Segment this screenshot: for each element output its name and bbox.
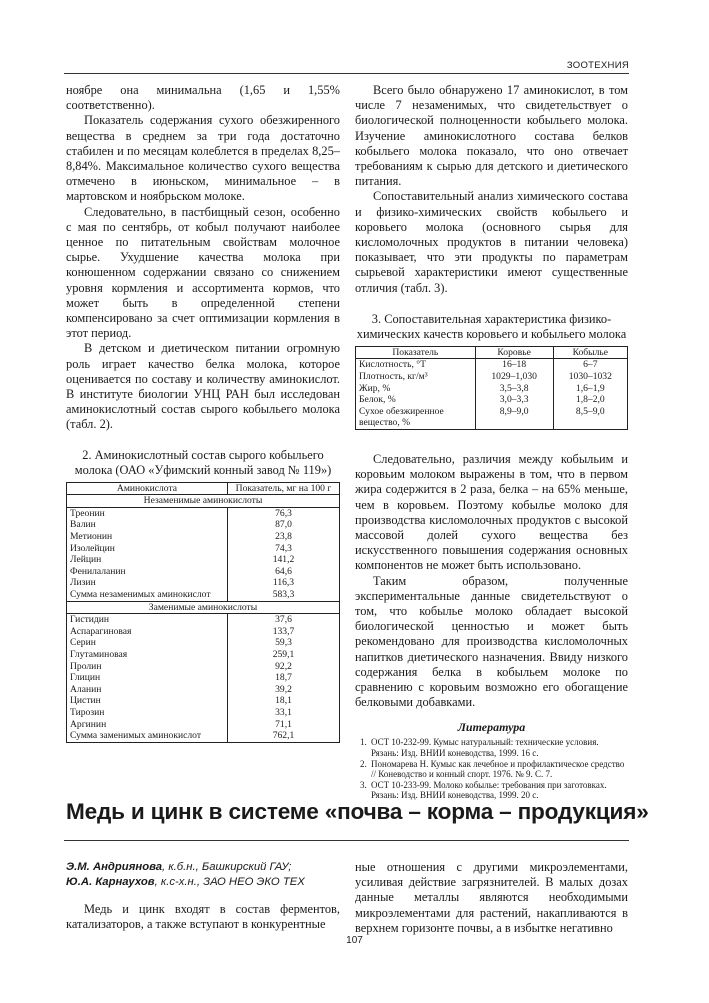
table-cell: 3,5–3,8 <box>475 383 553 395</box>
literature-item: 3. ОСТ 10-233-99. Молоко кобылье: требования при заготовках. Рязань: Изд. ВНИИ коневодства, 1999. 20 с. <box>369 780 628 801</box>
left-column <box>66 83 340 743</box>
table-section-title: Заменимые аминокислоты <box>67 601 340 614</box>
table-cell: Кислотность, °Т <box>359 359 426 371</box>
table-cell: Аргинин <box>70 718 107 730</box>
paragraph: ные отношения с другими микроэлементами, усиливая действие загрязнителей. В малых дозах данные металлы являются необходимыми микроэлементами для растений, накапливаются в верхнем горизонте почвы, а в избытке негативно <box>355 860 628 935</box>
table-row <box>67 684 340 696</box>
table-cell: Сумма заменимых аминокислот <box>70 730 202 742</box>
table-row <box>67 543 340 555</box>
table-cell: 8,5–9,0 <box>553 406 627 430</box>
table-header-cell: Кобылье <box>553 346 627 359</box>
table-cell: Цистин <box>70 695 101 707</box>
table-cell: 39,2 <box>227 684 339 696</box>
table-cell: 8,9–9,0 <box>475 406 553 430</box>
article-right-column <box>355 860 628 936</box>
paragraph: Медь и цинк входят в состав ферментов, катализаторов, а также вступают в конкурентные <box>66 902 340 932</box>
right-column <box>355 83 628 801</box>
table-row <box>67 531 340 543</box>
table-cell: Гистидин <box>70 614 110 626</box>
table-row <box>67 730 340 742</box>
table-section-body <box>67 507 340 601</box>
paragraph: Показатель содержания сухого обезжиренного вещества в среднем за три года достаточно стабилен и по месяцам колеблется в пределах 8,25–8,84%. Максимальное количество сухого вещества отмечено в июньском, минимальное – в мартовском и ноябрьском молоке. <box>66 113 340 204</box>
table-cell: Треонин <box>70 507 105 519</box>
table-cell: 259,1 <box>227 649 339 661</box>
table-row <box>67 589 340 601</box>
header-rule <box>64 73 629 74</box>
author-line <box>66 875 346 890</box>
table-row <box>67 554 340 566</box>
table-row <box>67 649 340 661</box>
table-cell: Метионин <box>70 531 113 543</box>
table-row <box>67 507 340 519</box>
table-body <box>356 359 628 430</box>
table-row <box>67 626 340 638</box>
table-row <box>67 719 340 731</box>
table-cell: Тирозин <box>70 706 105 718</box>
author-affiliation: , к.с-х.н., ЗАО НЕО ЭКО ТЕХ <box>154 876 305 888</box>
table-cell: 18,7 <box>227 672 339 684</box>
title-rule <box>64 840 629 841</box>
table-cell: 16–18 <box>475 359 553 371</box>
table-row <box>67 637 340 649</box>
literature-item: 2. Пономарева Н. Кумыс как лечебное и профилактическое средство // Коневодство и конный спорт. 1976. № 9. С. 7. <box>369 759 628 780</box>
literature-item: 1. ОСТ 10-232-99. Кумыс натуральный: технические условия. Рязань: Изд. ВНИИ коневодства, 1999. 16 с. <box>369 737 628 758</box>
table-cell: Сухое обезжиренное вещество, % <box>359 405 444 429</box>
author-name: Э.М. Андриянова <box>66 861 163 873</box>
table-cell: 18,1 <box>227 695 339 707</box>
table3-caption: 3. Сопоставительная характеристика физико-химических качеств коровьего и кобыльего молока <box>356 311 627 341</box>
paragraph: Всего было обнаружено 17 аминокислот, в том числе 7 незаменимых, что свидетельствует о биологической полноценности кобыльего молока. Изучение аминокислотного состава белков кобыльего молока показало, что оно отвечает требованиям к сырью для детского и диетического питания. <box>355 83 628 189</box>
amino-acid-table <box>66 482 340 743</box>
author-affiliation: , к.б.н., Башкирский ГАУ; <box>162 861 292 873</box>
table-cell: 6–7 <box>553 359 627 371</box>
table-row <box>67 519 340 531</box>
table-cell: 59,3 <box>227 637 339 649</box>
author-name: Ю.А. Карнаухов <box>66 876 155 888</box>
paragraph: В детском и диетическом питании огромную роль играет качество белка молока, которое оценивается по составу и количеству аминокислот. В институте биологии УНЦ РАН был исследован аминокислотный состав сырого кобыльего молока (табл. 2). <box>66 341 340 432</box>
table-section-body <box>67 614 340 743</box>
table-section-title: Незаменимые аминокислоты <box>67 495 340 508</box>
table-cell: Лейцин <box>70 554 102 566</box>
table-cell: 37,6 <box>227 614 339 626</box>
paragraph: ноябре она минимальна (1,65 и 1,55% соответственно). <box>66 83 340 113</box>
table-cell: 3,0–3,3 <box>475 394 553 406</box>
table-cell: Фенилаланин <box>70 565 126 577</box>
table-row <box>67 672 340 684</box>
table-row <box>356 394 628 406</box>
table-row <box>356 371 628 383</box>
table-cell: Белок, % <box>359 394 396 406</box>
article-left-column <box>66 902 340 932</box>
section-header: ЗООТЕХНИЯ <box>566 60 629 71</box>
table-row <box>67 695 340 707</box>
table-cell: 87,0 <box>227 519 339 531</box>
table-cell: 23,8 <box>227 531 339 543</box>
table-header-cell: Показатель <box>356 346 476 359</box>
table-cell: 762,1 <box>227 730 339 742</box>
table-cell: Плотность, кг/м³ <box>359 371 428 383</box>
table-cell: Лизин <box>70 577 96 589</box>
table-row <box>67 707 340 719</box>
table-header-cell: Коровье <box>475 346 553 359</box>
table-row <box>356 406 628 430</box>
table-cell: 1030–1032 <box>553 371 627 383</box>
author-line <box>66 860 346 875</box>
table-cell: 74,3 <box>227 543 339 555</box>
table-cell: 116,3 <box>227 577 339 589</box>
article-title: Медь и цинк в системе «почва – корма – продукция» <box>66 799 649 824</box>
literature-list <box>355 737 628 801</box>
paragraph: Следовательно, различия между кобыльим и коровьим молоком выражены в том, что в первом жира содержится в 2 раза, белка – на 65% меньше, чем в коровьем. Поэтому кобылье молоко для производства кисломолочных продуктов с высокой массовой долей сухого вещества без искусственного повышения содержания основных компонентов не может быть использовано. <box>355 452 628 573</box>
table-row <box>67 661 340 673</box>
table-cell: 141,2 <box>227 554 339 566</box>
table-cell: Сумма незаменимых аминокислот <box>70 589 211 601</box>
table-header-cell: Аминокислота <box>67 482 228 495</box>
table-header-cell: Показатель, мг на 100 г <box>227 482 339 495</box>
table-cell: 92,2 <box>227 661 339 673</box>
milk-comparison-table <box>355 346 628 430</box>
table-cell: 1,6–1,9 <box>553 383 627 395</box>
table-row <box>67 614 340 626</box>
table-row <box>356 383 628 395</box>
table2-caption: 2. Аминокислотный состав сырого кобыльего молока (ОАО «Уфимский конный завод № 119») <box>74 447 332 477</box>
authors-block <box>66 860 346 890</box>
paragraph: Сопоставительный анализ химического состава и физико-химических свойств кобыльего и коровьего молока (основного сырья для кисломолочных продуктов в питании человека) показывает, что эти продукты по параметрам сырьевой характеристики имеют существенные отличия (табл. 3). <box>355 189 628 295</box>
paragraph: Следовательно, в пастбищный сезон, особенно с мая по сентябрь, от кобыл получают наиболее ценное по питательным свойствам молочное сырье. Ухудшение качества молока при конюшенном содержании связано со снижением уровня кормления и ассортимента кормов, что может быть в определенной степени компенсировано за счет оптимизации кормления в этот период. <box>66 204 340 341</box>
table-row <box>67 577 340 589</box>
table-cell: Жир, % <box>359 382 391 394</box>
paragraph: Таким образом, полученные экспериментальные данные свидетельствуют о том, что кобылье молоко обладает высокой биологической ценностью и может быть рекомендовано для производства кисломолочных напитков диетического назначения. Ввиду низкого содержания белка в кобыльем молоке по сравнению с коровьим возможно его обогащение белковыми добавками. <box>355 573 628 710</box>
table-cell: Аспарагиновая <box>70 625 132 637</box>
table-cell: Валин <box>70 519 96 531</box>
table-cell: Аланин <box>70 683 102 695</box>
table-cell: 33,1 <box>227 707 339 719</box>
table-cell: 71,1 <box>227 719 339 731</box>
table-cell: 76,3 <box>227 507 339 519</box>
page-number: 107 <box>346 935 363 946</box>
table-cell: 1,8–2,0 <box>553 394 627 406</box>
table-cell: Глицин <box>70 672 101 684</box>
table-cell: 1029–1,030 <box>475 371 553 383</box>
literature-title: Литература <box>457 720 526 735</box>
table-row <box>67 566 340 578</box>
table-row <box>356 359 628 371</box>
table-cell: Изолейцин <box>70 542 115 554</box>
table-cell: 133,7 <box>227 626 339 638</box>
table-cell: 583,3 <box>227 589 339 601</box>
table-cell: Серин <box>70 637 96 649</box>
table-cell: Глутаминовая <box>70 648 128 660</box>
table-cell: Пролин <box>70 660 102 672</box>
table-cell: 64,6 <box>227 566 339 578</box>
